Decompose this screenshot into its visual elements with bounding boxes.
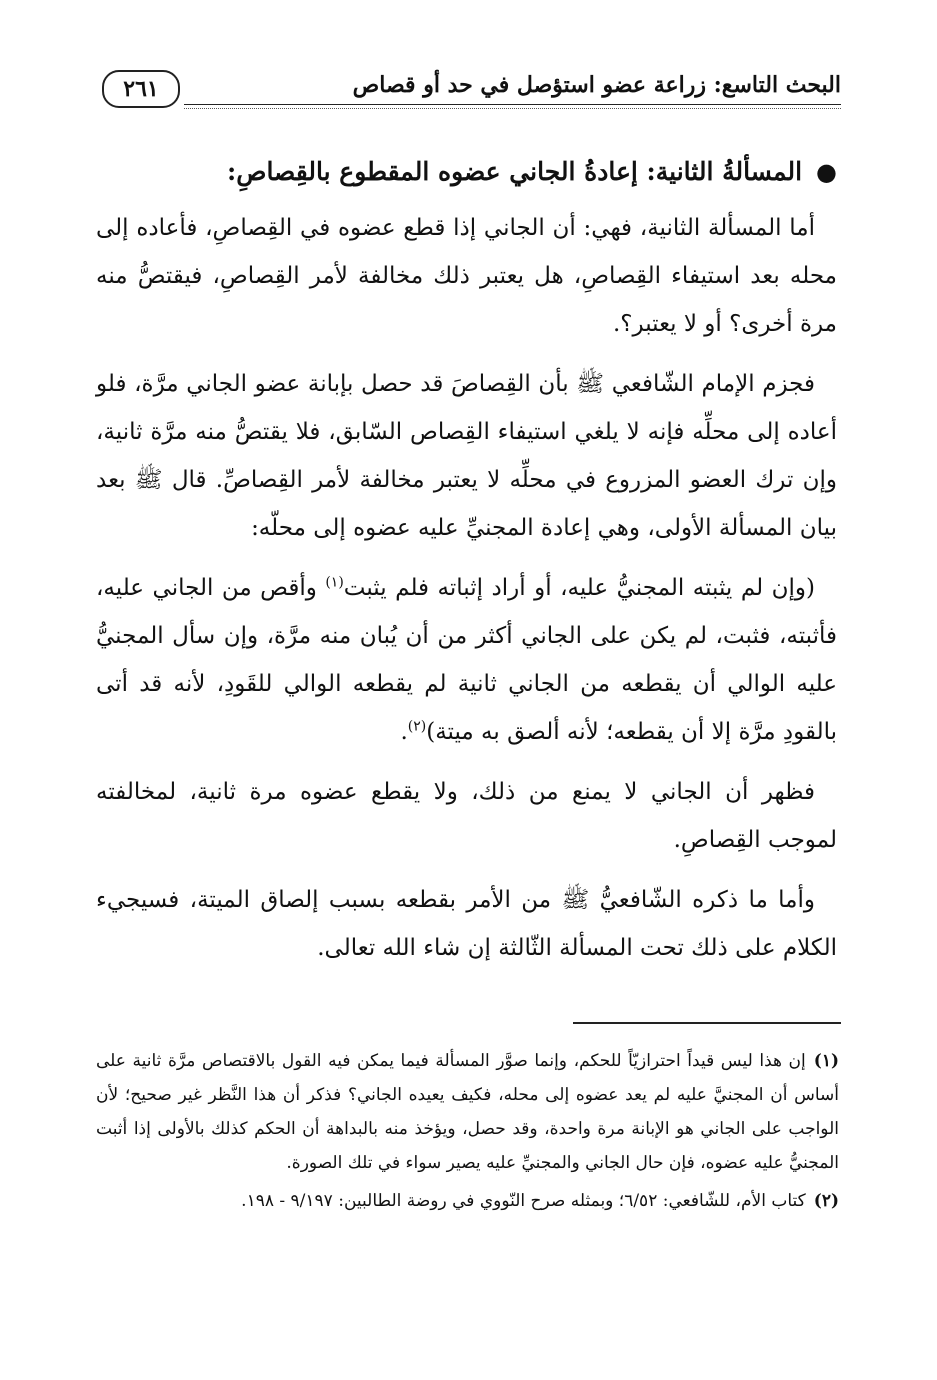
footnote-ref-1[interactable]: (١) — [325, 574, 344, 591]
footnote-separator — [573, 1022, 841, 1024]
running-title: البحث التاسع: زراعة عضو استؤصل في حد أو قصاص — [352, 72, 841, 98]
footnote-ref-2[interactable]: (٢) — [407, 718, 427, 735]
footnote-marker: (٢) — [813, 1191, 839, 1211]
paragraph: أما المسألة الثانية، فهي: أن الجاني إذا قطع عضوه في القِصاصِ، فأعاده إلى محله بعد استيفاء القِصاصِ، هل يعتبر ذلك مخالفة لأمر القِصاصِ، فيقتصُّ منه مرة أخرى؟ أو لا يعتبر؟. — [96, 215, 837, 337]
header-rule — [184, 104, 841, 109]
paragraph: فجزم الإمام الشّافعي ﷺ بأن القِصاصَ قد حصل بإبانة عضو الجاني مرَّة، فلو أعاده إلى محلِّه فإنه لا يلغي استيفاء القِصاص السّابق، فلا يقتصُّ منه مرَّة ثانية، وإن ترك العضو المزروع في محلِّه لا يعتبر مخالفة لأمر القِصاصِّ. قال ﷺ بعد بيان المسألة الأولى، وهي إعادة المجنيِّ عليه عضوه إلى محلّه: — [96, 371, 837, 541]
running-header — [96, 66, 841, 112]
footnote-1 — [96, 1044, 839, 1180]
footnotes — [96, 1044, 839, 1222]
section-heading-text: المسألةُ الثانية: إعادةُ الجاني عضوه المقطوع بالقِصاصِ: — [226, 157, 803, 186]
footnote-2 — [96, 1184, 839, 1218]
page-number-badge: ٢٦١ — [102, 70, 180, 108]
quote-end: . — [400, 719, 408, 745]
footnote-text: كتاب الأم، للشّافعي: ٦/٥٢؛ وبمثله صرح النّووي في روضة الطالبين: ٩/١٩٧ - ١٩٨. — [241, 1191, 806, 1211]
bullet-icon: ● — [816, 157, 837, 186]
quote-text: (وإن لم يثبته المجنيُّ عليه، أو أراد إثباته فلم يثبت — [343, 575, 815, 601]
page-body — [96, 150, 837, 984]
quote-text: وأقص من الجاني عليه، فأثبته، فثبت، لم يكن على الجاني أكثر من أن يُبان منه مرَّة، وإن سأل المجنيُّ عليه الوالي أن يقطعه من الجاني ثانية لم يقطعه الوالي للقَودِ، لأنه قد أتى بالقودِ مرَّة إلا أن يقطعه؛ لأنه ألصق به ميتة) — [96, 575, 837, 745]
section-heading — [96, 150, 837, 194]
paragraph: فظهر أن الجاني لا يمنع من ذلك، ولا يقطع عضوه مرة ثانية، لمخالفته لموجب القِصاصِ. — [96, 779, 837, 853]
quoted-paragraph — [96, 564, 837, 756]
paragraph: وأما ما ذكره الشّافعيُّ ﷺ من الأمر بقطعه بسبب إلصاق الميتة، فسيجيء الكلام على ذلك تحت المسألة الثّالثة إن شاء الله تعالى. — [96, 887, 837, 961]
footnote-marker: (١) — [813, 1051, 839, 1071]
footnote-text: إن هذا ليس قيداً احترازيّاً للحكم، وإنما صوَّر المسألة فيما يمكن فيه القول بالاقتصاص مرَّة ثانية على أساس أن المجنيَّ عليه لم يعد عضوه إلى محله، فكيف يعيده الجاني؟ فذكر أن هذا النَّظر غير صحيح؛ لأن الواجب على الجاني هو الإبانة مرة واحدة، وقد حصل، ويؤخذ منه بالبداهة أن الحكم كذلك بالأولى إذا أثبت المجنيُّ عليه عضوه، فإن حال الجاني والمجنيِّ عليه يصير سواء في تلك الصورة. — [96, 1051, 839, 1173]
